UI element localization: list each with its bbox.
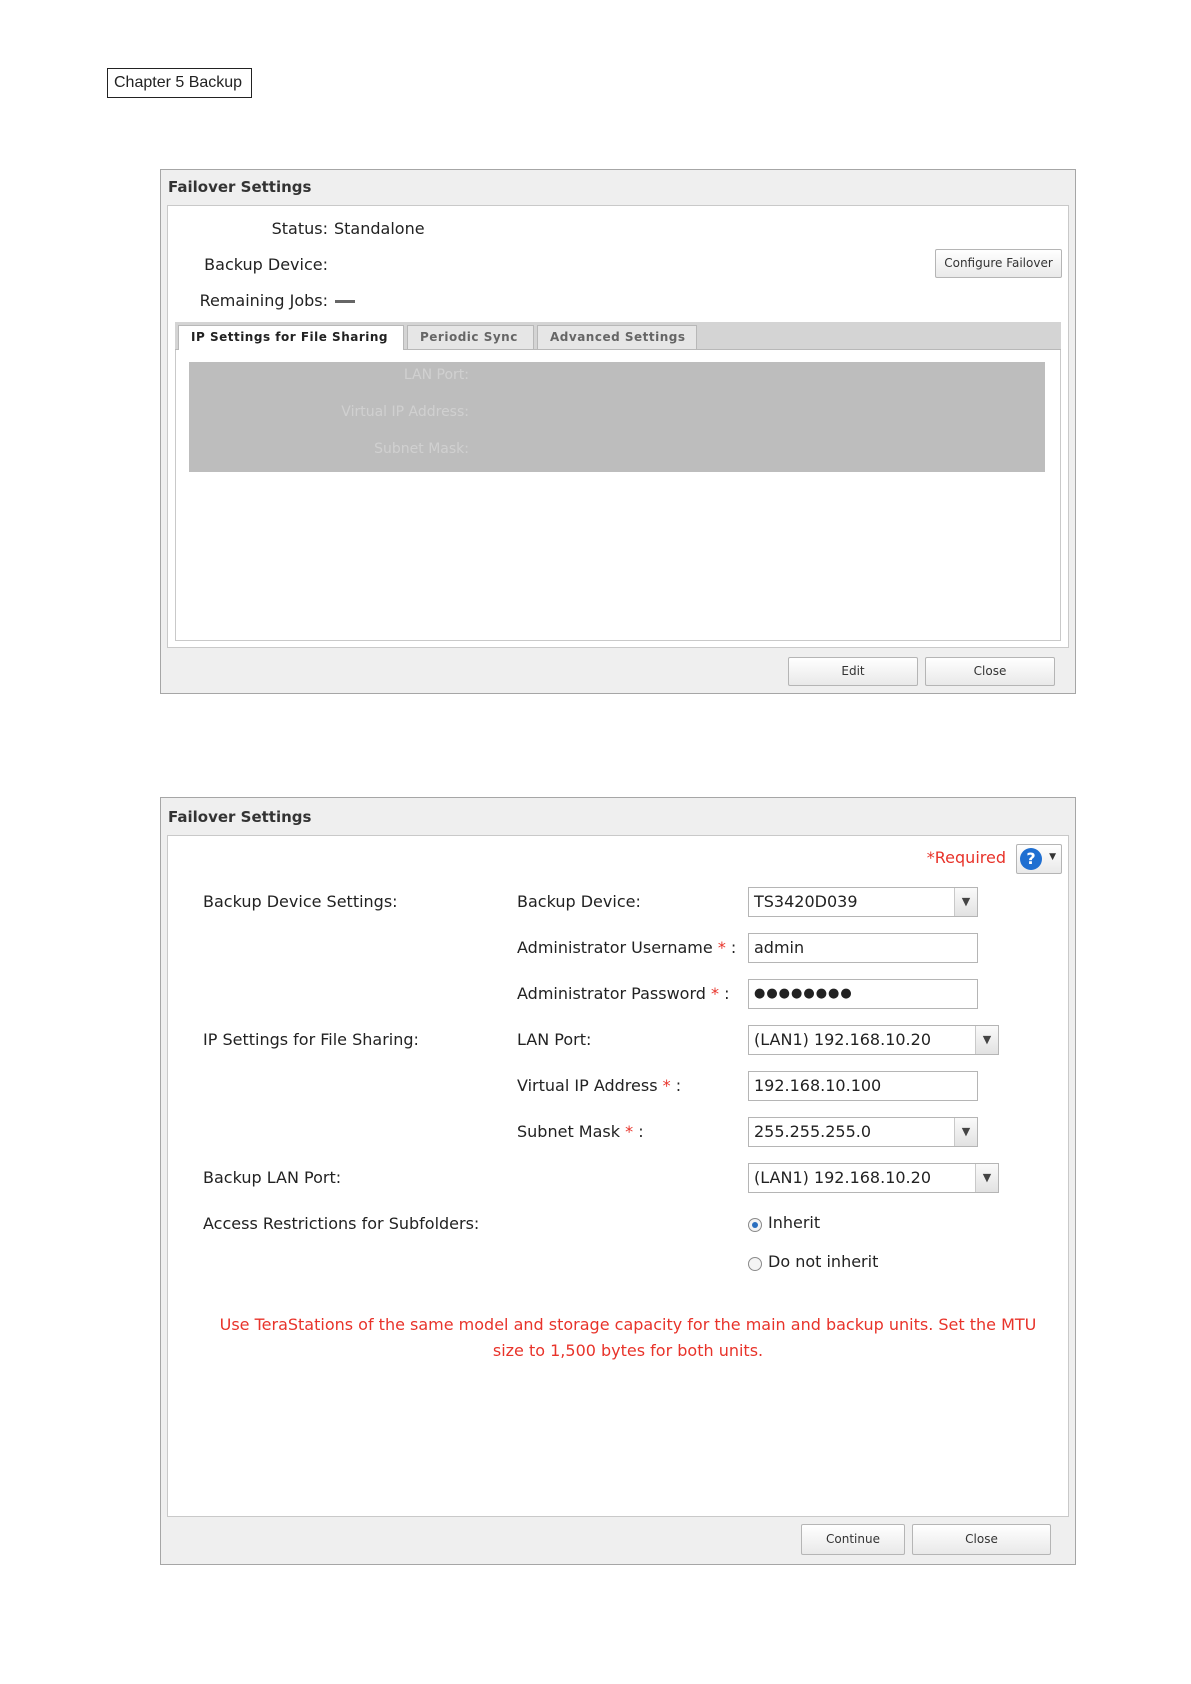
inherit-label[interactable]: Inherit <box>768 1213 821 1232</box>
lan-port-label: LAN Port: <box>403 367 469 383</box>
tabs-bar <box>175 322 1061 350</box>
chevron-down-icon[interactable]: ▼ <box>954 888 977 916</box>
dialog-title: Failover Settings <box>168 178 312 196</box>
tab-panel <box>175 350 1061 641</box>
chapter-label: Chapter 5 Backup <box>107 68 252 98</box>
required-star: * <box>662 1076 671 1095</box>
admin-password-label-row <box>517 984 729 1003</box>
close-button[interactable]: Close <box>925 657 1055 686</box>
subnet-mask-select[interactable] <box>748 1117 978 1147</box>
ip-settings-label: IP Settings for File Sharing: <box>203 1030 419 1049</box>
chevron-down-icon: ▼ <box>1049 852 1056 862</box>
colon: : <box>638 1122 644 1141</box>
chevron-down-icon[interactable]: ▼ <box>975 1026 998 1054</box>
tab-periodic-sync[interactable]: Periodic Sync <box>407 325 534 349</box>
inherit-radio[interactable] <box>748 1218 762 1232</box>
admin-username-label-row <box>517 938 736 957</box>
close-button[interactable]: Close <box>912 1524 1051 1555</box>
do-not-inherit-label[interactable]: Do not inherit <box>768 1252 879 1271</box>
backup-device-select[interactable] <box>748 887 978 917</box>
dialog-body <box>167 835 1069 1517</box>
required-star: * <box>717 938 726 957</box>
chevron-down-icon[interactable]: ▼ <box>975 1164 998 1192</box>
disabled-settings-block <box>189 362 1045 472</box>
backup-lan-port-label: Backup LAN Port: <box>203 1168 342 1187</box>
do-not-inherit-radio[interactable] <box>748 1257 762 1271</box>
lan-port-value: (LAN1) 192.168.10.20 <box>754 1030 931 1049</box>
tab-ip-settings[interactable]: IP Settings for File Sharing <box>178 325 404 350</box>
continue-button[interactable]: Continue <box>801 1524 905 1555</box>
colon: : <box>730 938 737 957</box>
chevron-down-icon[interactable]: ▼ <box>954 1118 977 1146</box>
backup-device-label: Backup Device: <box>517 892 641 911</box>
lan-port-select[interactable] <box>748 1025 999 1055</box>
tab-advanced-settings[interactable]: Advanced Settings <box>537 325 697 349</box>
mtu-warning-text: Use TeraStations of the same model and storage capacity for the main and backup units. Set the MTU size to 1,500 bytes for both units. <box>219 1315 1037 1360</box>
dialog-body <box>167 205 1069 648</box>
backup-device-value: TS3420D039 <box>754 892 858 911</box>
help-icon: ? <box>1020 848 1042 870</box>
virtual-ip-label: Virtual IP Address: <box>341 404 469 420</box>
subnet-mask-label: Subnet Mask: <box>374 441 469 457</box>
status-value: Standalone <box>334 219 425 238</box>
admin-username-label: Administrator Username <box>517 938 713 957</box>
admin-username-input[interactable]: admin <box>748 933 978 963</box>
virtual-ip-label: Virtual IP Address <box>517 1076 658 1095</box>
failover-settings-dialog-status <box>160 169 1076 694</box>
required-note: *Required <box>926 848 1006 867</box>
subnet-mask-label-row <box>517 1122 644 1141</box>
configure-failover-button[interactable]: Configure Failover <box>935 249 1062 278</box>
edit-button[interactable]: Edit <box>788 657 918 686</box>
virtual-ip-input[interactable]: 192.168.10.100 <box>748 1071 978 1101</box>
status-label: Status: <box>271 219 328 238</box>
help-button[interactable] <box>1016 844 1062 874</box>
subnet-mask-value: 255.255.255.0 <box>754 1122 872 1141</box>
backup-lan-port-select[interactable] <box>748 1163 999 1193</box>
backup-device-label: Backup Device: <box>204 255 328 274</box>
failover-settings-dialog-edit <box>160 797 1076 1565</box>
colon: : <box>724 984 730 1003</box>
admin-password-label: Administrator Password <box>517 984 706 1003</box>
admin-password-input[interactable]: ●●●●●●●● <box>748 979 978 1009</box>
remaining-jobs-dash <box>335 300 355 303</box>
subnet-mask-label: Subnet Mask <box>517 1122 621 1141</box>
access-restrictions-label: Access Restrictions for Subfolders: <box>203 1214 480 1233</box>
remaining-jobs-label: Remaining Jobs: <box>199 291 328 310</box>
backup-lan-port-value: (LAN1) 192.168.10.20 <box>754 1168 931 1187</box>
virtual-ip-label-row <box>517 1076 681 1095</box>
dialog-title: Failover Settings <box>168 808 312 826</box>
required-star: * <box>710 984 719 1003</box>
lan-port-label: LAN Port: <box>517 1030 592 1049</box>
colon: : <box>675 1076 682 1095</box>
required-star: * <box>625 1122 634 1141</box>
backup-device-settings-label: Backup Device Settings: <box>203 892 398 911</box>
